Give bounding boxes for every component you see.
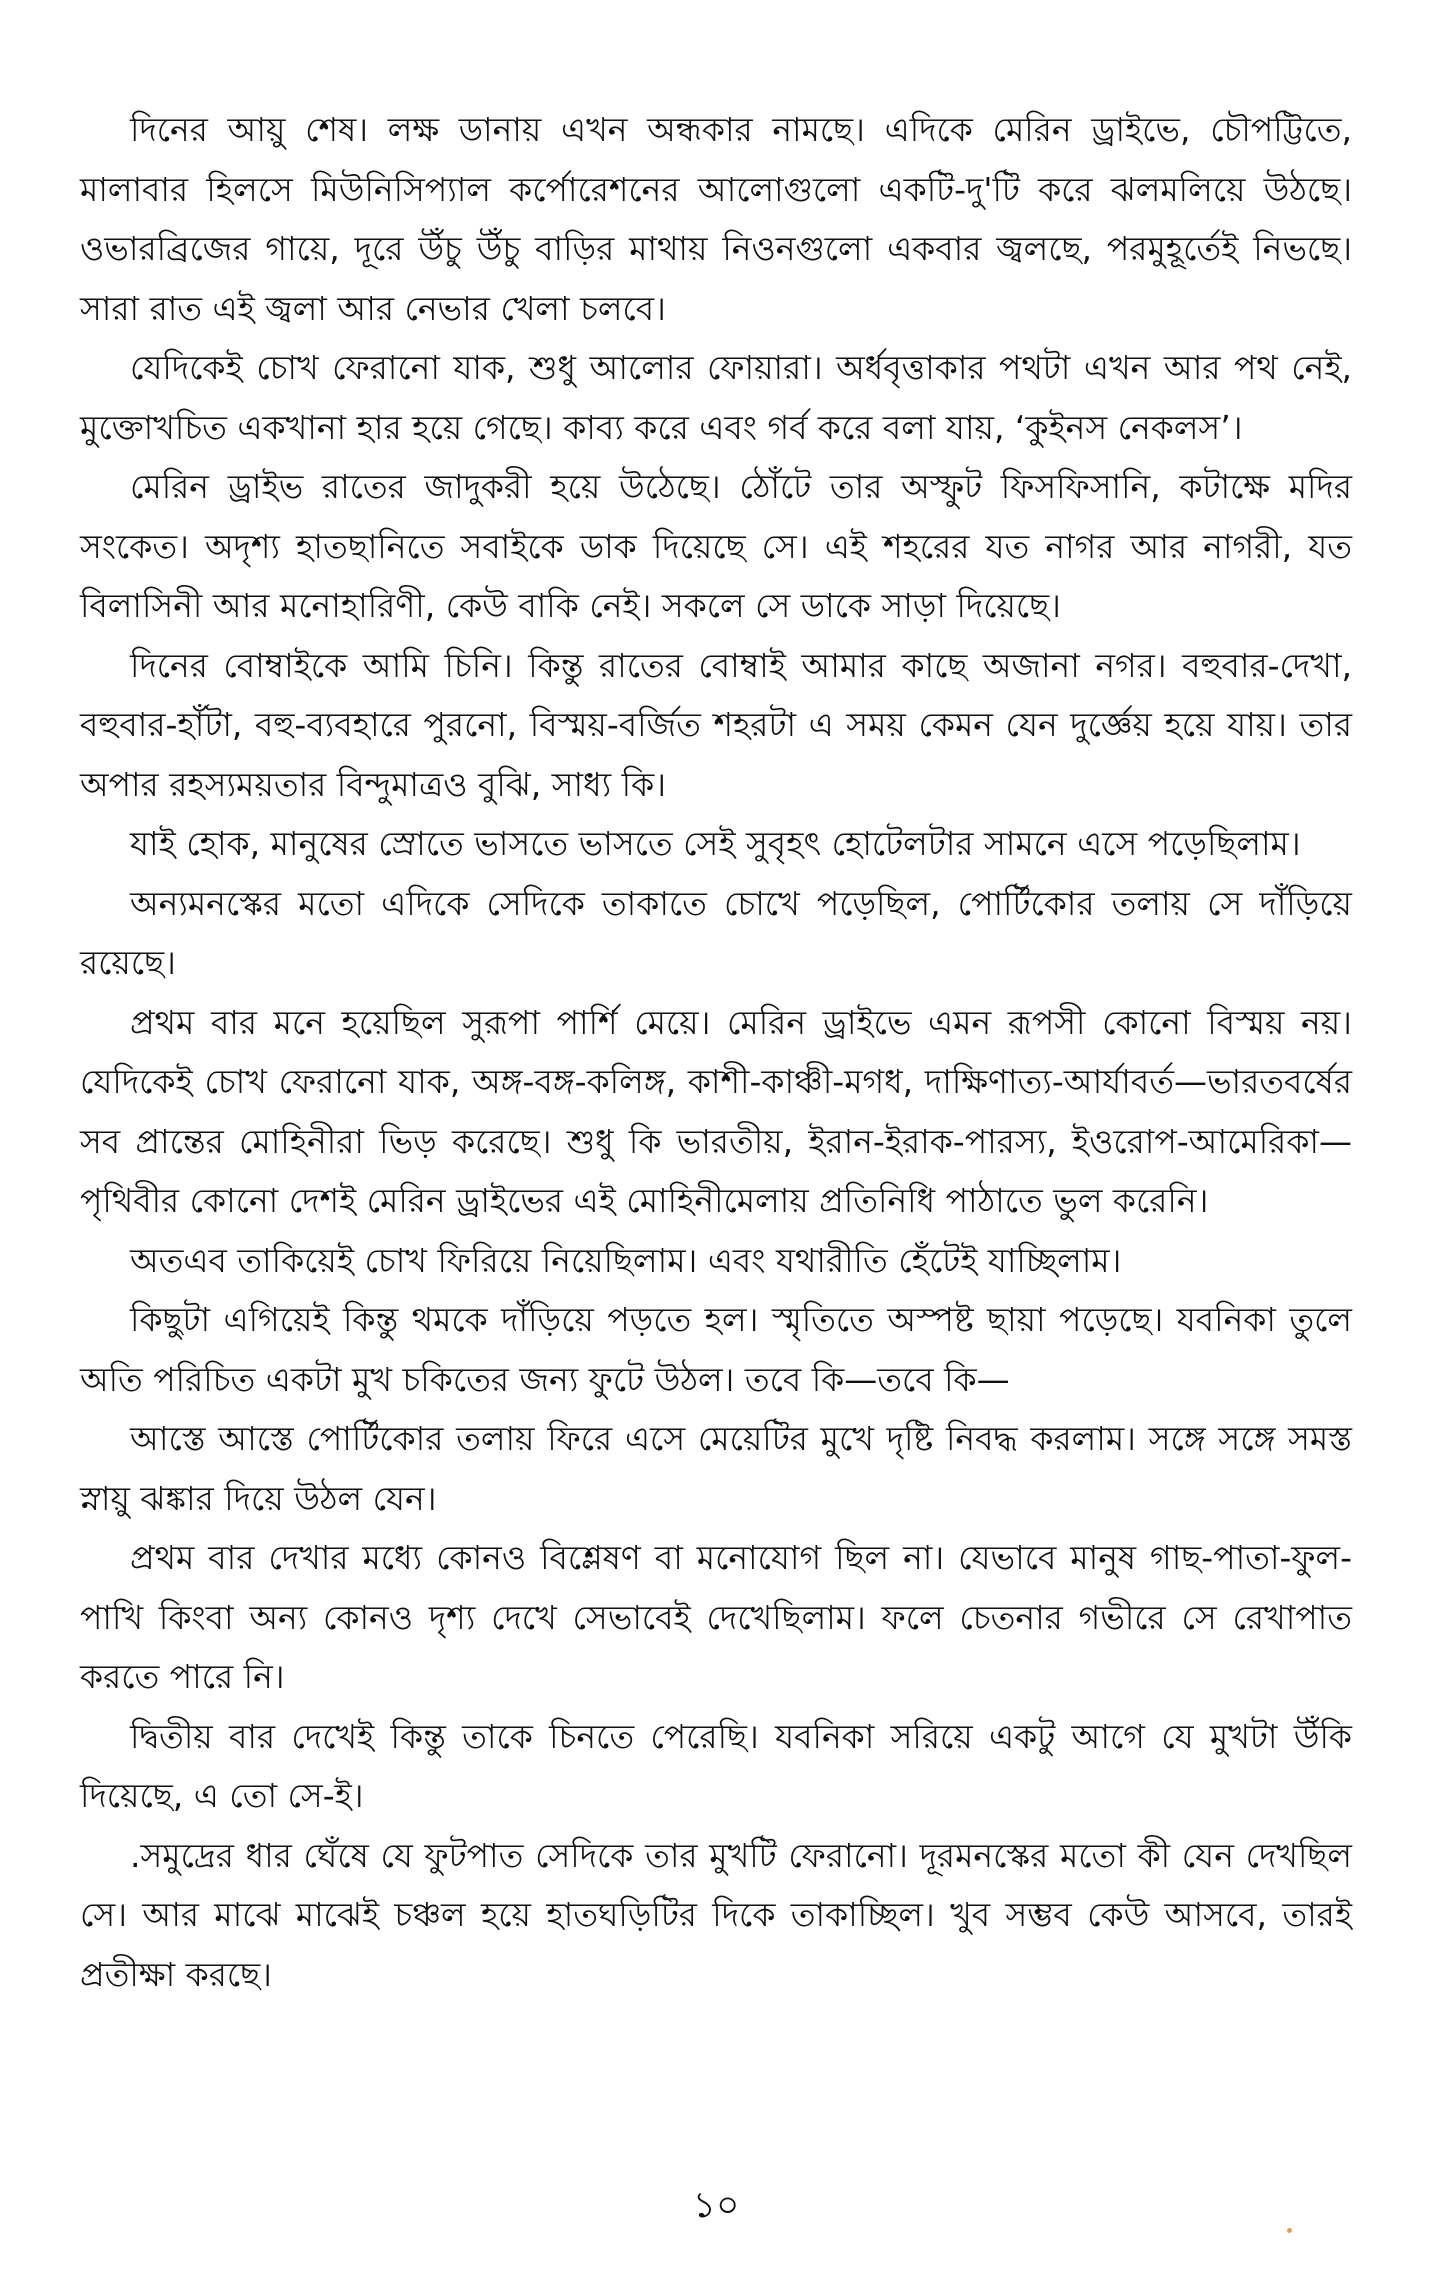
paragraph-5: যাই হোক, মানুষের স্রোতে ভাসতে ভাসতে সেই সুবৃহৎ হোটেলটার সামনে এসে পড়েছিলাম। [130,824,1301,863]
paragraph-13: .সমুদ্রের ধার ঘেঁষে যে ফুটপাত সেদিকে তার মুখটি ফেরানো। দূরমনস্কের মতো কী যেন দেখছিল সে। আর মাঝে মাঝেই চঞ্চল হয়ে হাতঘড়িটির দিকে তাকাচ্ছিল। খুব সম্ভব কেউ আসবে, তারই প্রতীক্ষা করছে। [80,1835,1352,1994]
paragraph-10: আস্তে আস্তে পোর্টিকোর তলায় ফিরে এসে মেয়েটির মুখে দৃষ্টি নিবদ্ধ করলাম। সঙ্গে সঙ্গে সমস্ত স্নায়ু ঝঙ্কার দিয়ে উঠল যেন। [80,1419,1352,1518]
paragraph-3: মেরিন ড্রাইভ রাতের জাদুকরী হয়ে উঠেছে। ঠোঁটে তার অস্ফুট ফিসফিসানি, কটাক্ষে মদির সংকেত। অদৃশ্য হাতছানিতে সবাইকে ডাক দিয়েছে সে। এই শহরের যত নাগর আর নাগরী, যত বিলাসিনী আর মনোহারিণী, কেউ বাকি নেই। সকলে সে ডাকে সাড়া দিয়েছে। [80,467,1352,625]
paragraph-2: যেদিকেই চোখ ফেরানো যাক, শুধু আলোর ফোয়ারা। অর্ধবৃত্তাকার পথটা এখন আর পথ নেই, মুক্তোখচিত একখানা হার হয়ে গেছে। কাব্য করে এবং গর্ব করে বলা যায়, ‘কুইনস নেকলস’। [80,348,1352,447]
paragraph-8: অতএব তাকিয়েই চোখ ফিরিয়ে নিয়েছিলাম। এবং যথারীতি হেঁটেই যাচ্ছিলাম। [130,1240,1122,1280]
paper-speck [1287,2228,1292,2233]
paragraph-11: প্রথম বার দেখার মধ্যে কোনও বিশ্লেষণ বা মনোযোগ ছিল না। যেভাবে মানুষ গাছ-পাতা-ফুল-পাখি কিংবা অন্য কোনও দৃশ্য দেখে সেভাবেই দেখেছিলাম। ফলে চেতনার গভীরে সে রেখাপাত করতে পারে নি। [80,1538,1352,1696]
paragraph-6: অন্যমনস্কের মতো এদিকে সেদিকে তাকাতে চোখে পড়েছিল, পোর্টিকোর তলায় সে দাঁড়িয়ে রয়েছে। [80,883,1352,982]
paragraph-1: দিনের আয়ু শেষ। লক্ষ ডানায় এখন অন্ধকার নামছে। এদিকে মেরিন ড্রাইভে, চৌপট্টিতে, মালাবার হিলসে মিউনিসিপ্যাল কর্পোরেশনের আলোগুলো একটি-দু'টি করে ঝলমলিয়ে উঠছে। ওভারব্রিজের গায়ে, দূরে উঁচু উঁচু বাড়ির মাথায় নিওনগুলো একবার জ্বলছে, পরমুহূর্তেই নিভছে। সারা রাত এই জ্বলা আর নেভার খেলা চলবে। [80,110,1352,328]
paragraph-7: প্রথম বার মনে হয়েছিল সুরূপা পার্শি মেয়ে। মেরিন ড্রাইভে এমন রূপসী কোনো বিস্ময় নয়। যেদিকেই চোখ ফেরানো যাক, অঙ্গ-বঙ্গ-কলিঙ্গ, কাশী-কাঞ্চী-মগধ, দাক্ষিণাত্য-আর্যাবর্ত—ভারতবর্ষের সব প্রান্তের মোহিনীরা ভিড় করেছে। শুধু কি ভারতীয়, ইরান-ইরাক-পারস্য, ইওরোপ-আমেরিকা—পৃথিবীর কোনো দেশই মেরিন ড্রাইভের এই মোহিনীমেলায় প্রতিনিধি পাঠাতে ভুল করেনি। [80,1002,1352,1220]
paragraph-12: দ্বিতীয় বার দেখেই কিন্তু তাকে চিনতে পেরেছি। যবনিকা সরিয়ে একটু আগে যে মুখটা উঁকি দিয়েছে, এ তো সে-ই। [80,1716,1352,1815]
body-text [80,100,1352,2004]
paragraph-9: কিছুটা এগিয়েই কিন্তু থমকে দাঁড়িয়ে পড়তে হল। স্মৃতিতে অস্পষ্ট ছায়া পড়েছে। যবনিকা তুলে অতি পরিচিত একটা মুখ চকিতের জন্য ফুটে উঠল। তবে কি—তবে কি— [80,1300,1352,1399]
paragraph-4: দিনের বোম্বাইকে আমি চিনি। কিন্তু রাতের বোম্বাই আমার কাছে অজানা নগর। বহুবার-দেখা, বহুবার-হাঁটা, বহু-ব্যবহারে পুরনো, বিস্ময়-বর্জিত শহরটা এ সময় কেমন যেন দুর্জ্ঞেয় হয়ে যায়। তার অপার রহস্যময়তার বিন্দুমাত্রও বুঝি, সাধ্য কি। [80,645,1352,804]
page-number: ১০ [692,2185,740,2226]
